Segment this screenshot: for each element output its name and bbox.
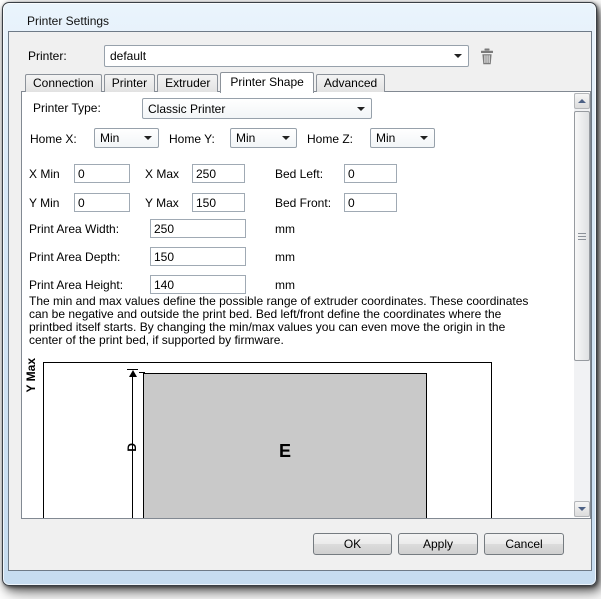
arrow-up-icon bbox=[578, 99, 586, 103]
printer-select-value: default bbox=[110, 49, 147, 63]
diagram-y-max-axis-label: Y Max bbox=[24, 358, 38, 393]
y-max-label: Y Max bbox=[145, 196, 179, 210]
printer-settings-window bbox=[2, 2, 597, 586]
scroll-down-button[interactable] bbox=[574, 501, 590, 517]
settings-tabstrip bbox=[25, 71, 387, 92]
shape-description bbox=[29, 295, 528, 347]
apply-button[interactable]: Apply bbox=[398, 533, 478, 555]
bed-front-input[interactable] bbox=[344, 193, 397, 212]
trash-icon bbox=[479, 48, 495, 65]
description-line: The min and max values define the possible range of extruder coordinates. These coordinates bbox=[29, 294, 529, 308]
ok-button[interactable]: OK bbox=[313, 533, 392, 555]
print-area-width-label: Print Area Width: bbox=[29, 222, 120, 236]
print-area-depth-label: Print Area Depth: bbox=[29, 250, 121, 264]
printer-label: Printer: bbox=[28, 49, 67, 63]
description-line: printbed itself starts. By changing the min/max values you can even move the origin in the bbox=[29, 320, 506, 334]
description-line: center of the print bed, if supported by firmware. bbox=[29, 333, 284, 347]
y-min-input[interactable] bbox=[74, 193, 130, 212]
print-area-width-input[interactable] bbox=[150, 219, 246, 238]
home-y-select[interactable] bbox=[230, 128, 297, 148]
tab-printer[interactable]: Printer bbox=[104, 74, 155, 92]
printer-shape-page bbox=[21, 91, 591, 519]
scrollbar-thumb[interactable] bbox=[574, 111, 590, 361]
cancel-button[interactable]: Cancel bbox=[484, 533, 564, 555]
thumb-grip-icon bbox=[578, 233, 586, 234]
tab-advanced[interactable]: Advanced bbox=[316, 74, 385, 92]
x-min-input[interactable] bbox=[74, 164, 130, 183]
home-x-label: Home X: bbox=[30, 132, 77, 146]
printer-type-select[interactable] bbox=[142, 98, 372, 119]
home-y-label: Home Y: bbox=[169, 132, 215, 146]
diagram-depth-label: D bbox=[125, 443, 139, 452]
chevron-down-icon bbox=[420, 136, 428, 140]
bed-top-edge-tick bbox=[139, 372, 145, 373]
y-max-input[interactable] bbox=[192, 193, 245, 212]
chevron-down-icon bbox=[454, 54, 462, 58]
home-y-value: Min bbox=[236, 131, 256, 145]
printer-type-label: Printer Type: bbox=[33, 101, 101, 115]
vertical-scrollbar[interactable] bbox=[574, 93, 590, 517]
bed-left-label: Bed Left: bbox=[275, 167, 324, 181]
home-z-label: Home Z: bbox=[307, 132, 354, 146]
print-area-width-unit: mm bbox=[275, 222, 295, 236]
chevron-down-icon bbox=[357, 107, 365, 111]
dialog-client-area bbox=[8, 31, 592, 571]
x-max-input[interactable] bbox=[192, 164, 245, 183]
home-z-select[interactable] bbox=[370, 128, 435, 148]
print-area-height-input[interactable] bbox=[150, 275, 246, 294]
bed-left-input[interactable] bbox=[344, 164, 397, 183]
x-max-label: X Max bbox=[145, 167, 180, 181]
tab-printer-shape[interactable]: Printer Shape bbox=[220, 72, 313, 93]
home-z-value: Min bbox=[376, 131, 396, 145]
print-area-height-unit: mm bbox=[275, 278, 295, 292]
print-area-depth-input[interactable] bbox=[150, 247, 246, 266]
x-min-label: X Min bbox=[29, 167, 60, 181]
description-line: can be negative and outside the print bed. Bed left/front define the coordinates where the bbox=[29, 307, 502, 321]
y-min-label: Y Min bbox=[29, 196, 60, 210]
print-area-height-label: Print Area Height: bbox=[29, 278, 124, 292]
printer-type-value: Classic Printer bbox=[148, 101, 226, 116]
tab-connection[interactable]: Connection bbox=[25, 74, 102, 92]
printer-select[interactable] bbox=[104, 45, 469, 67]
diagram-bed-label: E bbox=[278, 441, 291, 461]
arrow-down-icon bbox=[578, 507, 586, 511]
chevron-down-icon bbox=[144, 136, 152, 140]
chevron-down-icon bbox=[282, 136, 290, 140]
depth-arrowhead-icon bbox=[129, 370, 137, 377]
home-x-select[interactable] bbox=[94, 128, 159, 148]
scroll-up-button[interactable] bbox=[574, 93, 590, 109]
delete-printer-button[interactable] bbox=[479, 48, 495, 65]
window-title: Printer Settings bbox=[27, 14, 110, 28]
print-area-depth-unit: mm bbox=[275, 250, 295, 264]
tab-extruder[interactable]: Extruder bbox=[157, 74, 218, 92]
home-x-value: Min bbox=[100, 131, 120, 145]
bed-front-label: Bed Front: bbox=[275, 196, 332, 210]
